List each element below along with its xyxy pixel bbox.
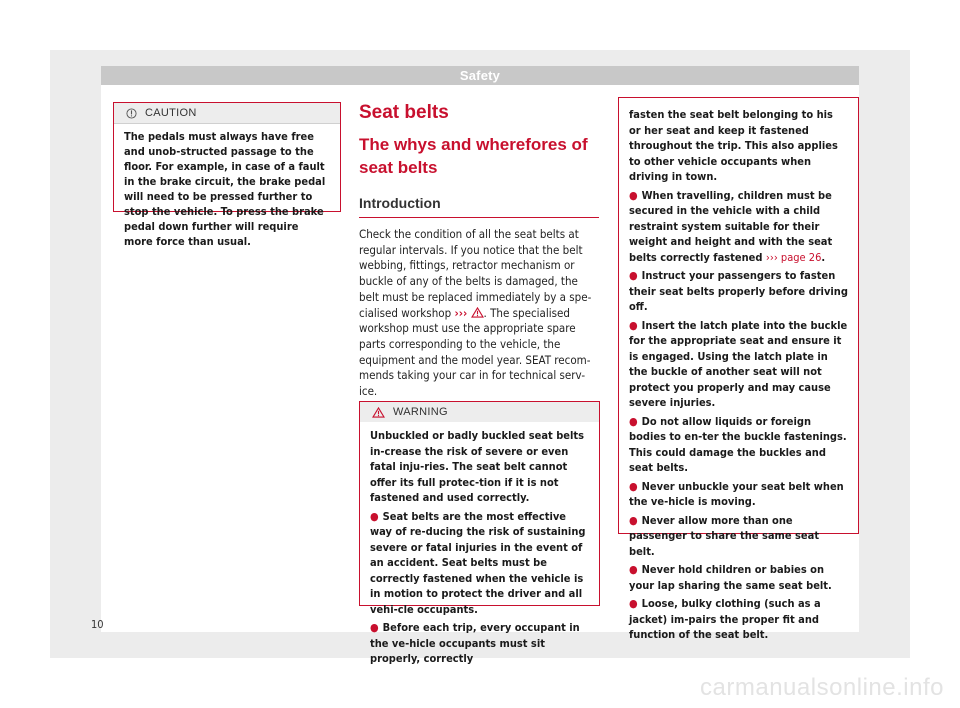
list-item: ● When travelling, children must be secured in the vehicle with a child restraint system suitable for their weight and height and with the seat belts correctly fastened ››› page 26. [629, 188, 833, 264]
bullet-icon: ● [370, 621, 379, 634]
bullet-icon: ● [629, 479, 638, 493]
body-text-part2: . The specialised workshop must use the appropriate spare parts corresponding to the vehicle, the equipment and the model year. SEAT recom-mends taking your car in for technical serv-ice. [359, 305, 591, 399]
page-subtitle: The whys and wherefores of seat belts [359, 135, 588, 177]
reference-arrow[interactable]: ››› [454, 305, 468, 320]
warning-label: WARNING [393, 406, 448, 418]
section-heading [359, 195, 599, 218]
bullet-icon: ● [629, 597, 638, 610]
bullet-icon: ● [629, 513, 638, 527]
section-heading-label: Introduction [359, 195, 441, 211]
list-item: ● Instruct your passengers to fasten their seat belts properly before driving off. [629, 269, 848, 313]
list-item: ● Before each trip, every occupant in the ve-hicle occupants must sit properly, correctly [370, 621, 580, 665]
list-item: ● Seat belts are the most effective way of re-ducing the risk of sustaining severe or fatal injuries in the event of an accident. Seat belts must be correctly fastened when the vehicle is in motion to protect the driver and all vehi-cle occupants. [370, 509, 586, 616]
list-item: ● Insert the latch plate into the buckle for the appropriate seat and ensure it is engaged. Using the latch plate in the buckle of another seat will not protect you properly and may cause severe injuries. [629, 318, 848, 409]
bullet-icon: ● [629, 318, 638, 332]
warning-continued-body [619, 98, 858, 651]
bullet-icon: ● [629, 563, 638, 576]
list-item: ● Loose, bulky clothing (such as a jacket) im-pairs the proper fit and function of the seat belt. [629, 597, 821, 641]
section-header-label: Safety [459, 68, 501, 83]
section-header [101, 66, 859, 85]
caution-text: The pedals must always have free and unob-structed passage to the floor. For example, in case of a fault in the brake circuit, the brake pedal will need to be pressed further to stop the vehicle. To press the brake pedal down further will require more force than usual. [124, 130, 326, 248]
list-item: ● Never hold children or babies on your lap sharing the same seat belt. [629, 563, 832, 592]
bullet-icon: ● [629, 188, 638, 202]
page-number: 10 [91, 618, 104, 631]
warning-header [360, 402, 599, 422]
list-item: ● Never allow more than one passenger to share the same seat belt. [629, 513, 820, 558]
body-paragraph [359, 227, 599, 400]
caution-header [114, 103, 340, 124]
warning-intro: Unbuckled or badly buckled seat belts in-crease the risk of severe or even fatal inju-ries. The seat belt cannot offer its full protec-tion if it is not fastened and used correctly. [370, 429, 585, 504]
body-text-part1: Check the condition of all the seat belts at regular intervals. If you notice that the belt webbing, fittings, retractor mechanism or buckle of any of the belts is damaged, the belt must be replaced immediately by a spe-cialised workshop [359, 227, 592, 320]
bullet-icon: ● [370, 509, 379, 523]
warning-body [360, 422, 599, 675]
caution-label: CAUTION [145, 107, 197, 119]
warning-icon [372, 407, 385, 418]
bullet-icon: ● [629, 414, 638, 428]
list-item: ● Do not allow liquids or foreign bodies to en-ter the buckle fastenings. This could damage the buckles and seat belts. [629, 414, 847, 474]
caution-icon [126, 108, 137, 119]
page-reference-link[interactable]: ››› page 26 [765, 250, 822, 264]
watermark: carmanualsonline.info [700, 674, 944, 701]
bullet-icon: ● [629, 269, 638, 282]
list-item: ● Never unbuckle your seat belt when the ve-hicle is moving. [629, 479, 844, 508]
page-title: Seat belts [359, 102, 449, 123]
warning-continued-intro: fasten the seat belt belonging to his or her seat and keep it fastened throughout the trip. This also applies to other vehicle occupants when driving in town. [629, 108, 838, 183]
warning-ref-icon[interactable] [471, 307, 484, 318]
warning-continued-box [618, 97, 859, 641]
caution-box [113, 102, 341, 248]
warning-box [359, 401, 600, 665]
title-block [359, 101, 599, 179]
